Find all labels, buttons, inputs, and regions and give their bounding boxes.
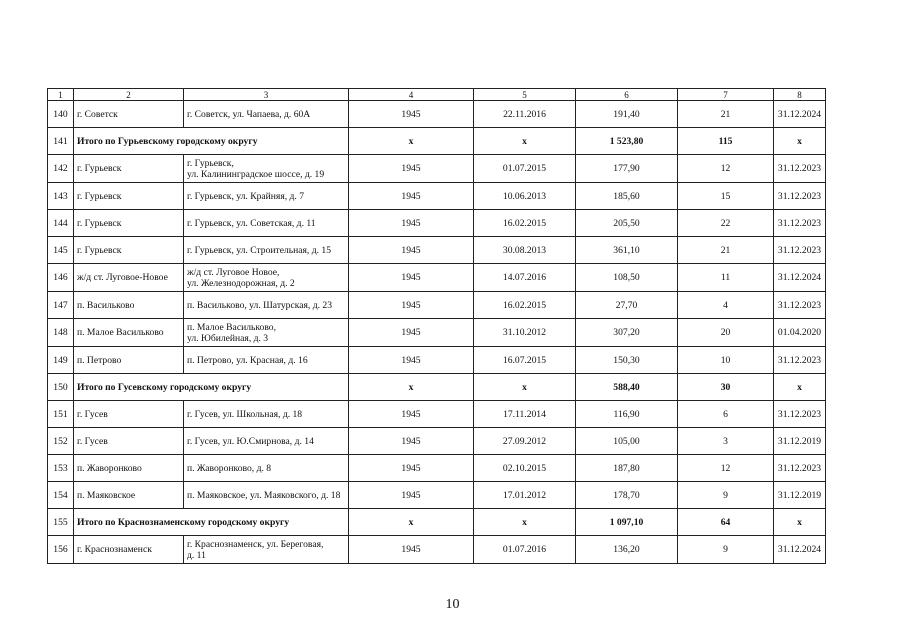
address-line: г. Гурьевск, ул. Крайняя, д. 7 <box>187 190 305 202</box>
year-cell: 1945 <box>349 210 474 237</box>
address-cell <box>184 536 349 564</box>
year-cell: 1945 <box>349 482 474 509</box>
date-cell: 17.01.2012 <box>474 482 576 509</box>
year-cell: 1945 <box>349 536 474 564</box>
area-cell: 105,00 <box>576 428 678 455</box>
settlement-cell: ж/д ст. Луговое-Новое <box>74 264 184 292</box>
deadline-cell: 31.12.2023 <box>774 347 826 374</box>
header-cell: 7 <box>678 89 774 101</box>
area-cell: 108,50 <box>576 264 678 292</box>
address-line: ул. Юбилейная, д. 3 <box>187 332 269 344</box>
table-row <box>48 319 826 347</box>
address-line: ж/д ст. Луговое Новое, <box>187 266 280 278</box>
table-row <box>48 183 826 210</box>
area-cell: 1 523,80 <box>576 128 678 155</box>
area-cell: 136,20 <box>576 536 678 564</box>
date-cell: х <box>474 128 576 155</box>
settlement-cell: г. Краснознаменск <box>74 536 184 564</box>
date-cell: 02.10.2015 <box>474 455 576 482</box>
quantity-cell: 6 <box>678 401 774 428</box>
settlement-cell: п. Петрово <box>74 347 184 374</box>
quantity-cell: 115 <box>678 128 774 155</box>
deadline-cell: 31.12.2019 <box>774 428 826 455</box>
total-row <box>48 374 826 401</box>
address-line: г. Гусев, ул. Школьная, д. 18 <box>187 408 303 420</box>
total-label: Итого по Гусевскому городскому округу <box>74 374 349 401</box>
address-line: п. Малое Васильково, <box>187 321 277 333</box>
deadline-cell: 31.12.2023 <box>774 292 826 319</box>
row-number: 156 <box>48 536 74 564</box>
header-cell: 5 <box>474 89 576 101</box>
table-row <box>48 428 826 455</box>
address-line: г. Гурьевск, <box>187 157 234 169</box>
quantity-cell: 12 <box>678 155 774 183</box>
deadline-cell: х <box>774 128 826 155</box>
row-number: 152 <box>48 428 74 455</box>
settlement-cell: г. Советск <box>74 101 184 128</box>
address-cell <box>184 237 349 264</box>
quantity-cell: 21 <box>678 237 774 264</box>
header-cell: 6 <box>576 89 678 101</box>
address-cell <box>184 428 349 455</box>
address-cell <box>184 482 349 509</box>
total-label: Итого по Гурьевскому городскому округу <box>74 128 349 155</box>
year-cell: 1945 <box>349 455 474 482</box>
settlement-cell: г. Гусев <box>74 428 184 455</box>
table-row <box>48 482 826 509</box>
deadline-cell: 01.04.2020 <box>774 319 826 347</box>
address-line: п. Петрово, ул. Красная, д. 16 <box>187 354 308 366</box>
header-cell: 4 <box>349 89 474 101</box>
date-cell: 16.02.2015 <box>474 210 576 237</box>
page-number: 10 <box>445 597 460 612</box>
address-cell <box>184 401 349 428</box>
area-cell: 588,40 <box>576 374 678 401</box>
year-cell: 1945 <box>349 101 474 128</box>
quantity-cell: 64 <box>678 509 774 536</box>
address-line: г. Советск, ул. Чапаева, д. 60А <box>187 108 311 120</box>
row-number: 142 <box>48 155 74 183</box>
address-line: д. 11 <box>187 549 206 561</box>
area-cell: 116,90 <box>576 401 678 428</box>
deadline-cell: 31.12.2023 <box>774 237 826 264</box>
address-cell <box>184 264 349 292</box>
address-cell <box>184 155 349 183</box>
year-cell: х <box>349 128 474 155</box>
row-number: 148 <box>48 319 74 347</box>
year-cell: х <box>349 374 474 401</box>
date-cell: 31.10.2012 <box>474 319 576 347</box>
row-number: 144 <box>48 210 74 237</box>
quantity-cell: 10 <box>678 347 774 374</box>
area-cell: 191,40 <box>576 101 678 128</box>
table-row <box>48 155 826 183</box>
year-cell: 1945 <box>349 237 474 264</box>
address-line: г. Гусев, ул. Ю.Смирнова, д. 14 <box>187 435 314 447</box>
settlement-cell: п. Маяковское <box>74 482 184 509</box>
address-line: г. Гурьевск, ул. Советская, д. 11 <box>187 217 316 229</box>
date-cell: 01.07.2015 <box>474 155 576 183</box>
row-number: 147 <box>48 292 74 319</box>
year-cell: 1945 <box>349 155 474 183</box>
table-row <box>48 401 826 428</box>
quantity-cell: 21 <box>678 101 774 128</box>
area-cell: 1 097,10 <box>576 509 678 536</box>
area-cell: 187,80 <box>576 455 678 482</box>
deadline-cell: х <box>774 374 826 401</box>
row-number: 153 <box>48 455 74 482</box>
area-cell: 361,10 <box>576 237 678 264</box>
quantity-cell: 12 <box>678 455 774 482</box>
header-cell: 2 <box>74 89 184 101</box>
address-cell <box>184 101 349 128</box>
table-row <box>48 264 826 292</box>
deadline-cell: х <box>774 509 826 536</box>
row-number: 146 <box>48 264 74 292</box>
settlement-cell: г. Гурьевск <box>74 155 184 183</box>
address-line: ул. Железнодорожная, д. 2 <box>187 277 295 289</box>
year-cell: 1945 <box>349 292 474 319</box>
date-cell: 30.08.2013 <box>474 237 576 264</box>
deadline-cell: 31.12.2023 <box>774 183 826 210</box>
area-cell: 205,50 <box>576 210 678 237</box>
date-cell: 14.07.2016 <box>474 264 576 292</box>
address-line: г. Гурьевск, ул. Строительная, д. 15 <box>187 244 332 256</box>
settlement-cell: г. Гурьевск <box>74 237 184 264</box>
quantity-cell: 30 <box>678 374 774 401</box>
year-cell: х <box>349 509 474 536</box>
row-number: 149 <box>48 347 74 374</box>
quantity-cell: 22 <box>678 210 774 237</box>
total-row <box>48 509 826 536</box>
total-label: Итого по Краснознаменскому городскому округу <box>74 509 349 536</box>
quantity-cell: 11 <box>678 264 774 292</box>
quantity-cell: 15 <box>678 183 774 210</box>
deadline-cell: 31.12.2024 <box>774 101 826 128</box>
area-cell: 177,90 <box>576 155 678 183</box>
year-cell: 1945 <box>349 319 474 347</box>
deadline-cell: 31.12.2024 <box>774 264 826 292</box>
date-cell: 16.07.2015 <box>474 347 576 374</box>
year-cell: 1945 <box>349 347 474 374</box>
address-line: п. Жаворонково, д. 8 <box>187 462 272 474</box>
date-cell: 01.07.2016 <box>474 536 576 564</box>
address-cell <box>184 347 349 374</box>
row-number: 145 <box>48 237 74 264</box>
header-cell: 8 <box>774 89 826 101</box>
table-row <box>48 347 826 374</box>
deadline-cell: 31.12.2023 <box>774 155 826 183</box>
deadline-cell: 31.12.2023 <box>774 210 826 237</box>
address-line: ул. Калининградское шоссе, д. 19 <box>187 168 325 180</box>
settlement-cell: г. Гусев <box>74 401 184 428</box>
area-cell: 178,70 <box>576 482 678 509</box>
table-row <box>48 210 826 237</box>
settlement-cell: п. Малое Васильково <box>74 319 184 347</box>
area-cell: 150,30 <box>576 347 678 374</box>
quantity-cell: 3 <box>678 428 774 455</box>
header-cell: 3 <box>184 89 349 101</box>
deadline-cell: 31.12.2023 <box>774 401 826 428</box>
quantity-cell: 4 <box>678 292 774 319</box>
row-number: 140 <box>48 101 74 128</box>
settlement-cell: г. Гурьевск <box>74 183 184 210</box>
year-cell: 1945 <box>349 264 474 292</box>
settlement-cell: г. Гурьевск <box>74 210 184 237</box>
table-row <box>48 101 826 128</box>
quantity-cell: 9 <box>678 482 774 509</box>
address-cell <box>184 183 349 210</box>
deadline-cell: 31.12.2023 <box>774 455 826 482</box>
table-row <box>48 292 826 319</box>
year-cell: 1945 <box>349 428 474 455</box>
row-number: 150 <box>48 374 74 401</box>
address-line: г. Краснознаменск, ул. Береговая, <box>187 538 324 550</box>
year-cell: 1945 <box>349 401 474 428</box>
date-cell: 17.11.2014 <box>474 401 576 428</box>
date-cell: х <box>474 374 576 401</box>
date-cell: 10.06.2013 <box>474 183 576 210</box>
total-row <box>48 128 826 155</box>
row-number: 143 <box>48 183 74 210</box>
row-number: 155 <box>48 509 74 536</box>
address-line: п. Васильково, ул. Шатурская, д. 23 <box>187 299 332 311</box>
area-cell: 27,70 <box>576 292 678 319</box>
address-cell <box>184 210 349 237</box>
row-number: 141 <box>48 128 74 155</box>
date-cell: 16.02.2015 <box>474 292 576 319</box>
memorials-table <box>47 88 826 564</box>
address-cell <box>184 455 349 482</box>
table-row <box>48 455 826 482</box>
row-number: 151 <box>48 401 74 428</box>
address-cell <box>184 319 349 347</box>
quantity-cell: 20 <box>678 319 774 347</box>
deadline-cell: 31.12.2024 <box>774 536 826 564</box>
address-line: п. Маяковское, ул. Маяковского, д. 18 <box>187 489 341 501</box>
settlement-cell: п. Жаворонково <box>74 455 184 482</box>
address-cell <box>184 292 349 319</box>
year-cell: 1945 <box>349 183 474 210</box>
row-number: 154 <box>48 482 74 509</box>
area-cell: 307,20 <box>576 319 678 347</box>
table-row <box>48 536 826 564</box>
date-cell: 22.11.2016 <box>474 101 576 128</box>
settlement-cell: п. Васильково <box>74 292 184 319</box>
table-header-row <box>48 89 826 101</box>
quantity-cell: 9 <box>678 536 774 564</box>
date-cell: х <box>474 509 576 536</box>
header-cell: 1 <box>48 89 74 101</box>
date-cell: 27.09.2012 <box>474 428 576 455</box>
deadline-cell: 31.12.2019 <box>774 482 826 509</box>
table-row <box>48 237 826 264</box>
area-cell: 185,60 <box>576 183 678 210</box>
